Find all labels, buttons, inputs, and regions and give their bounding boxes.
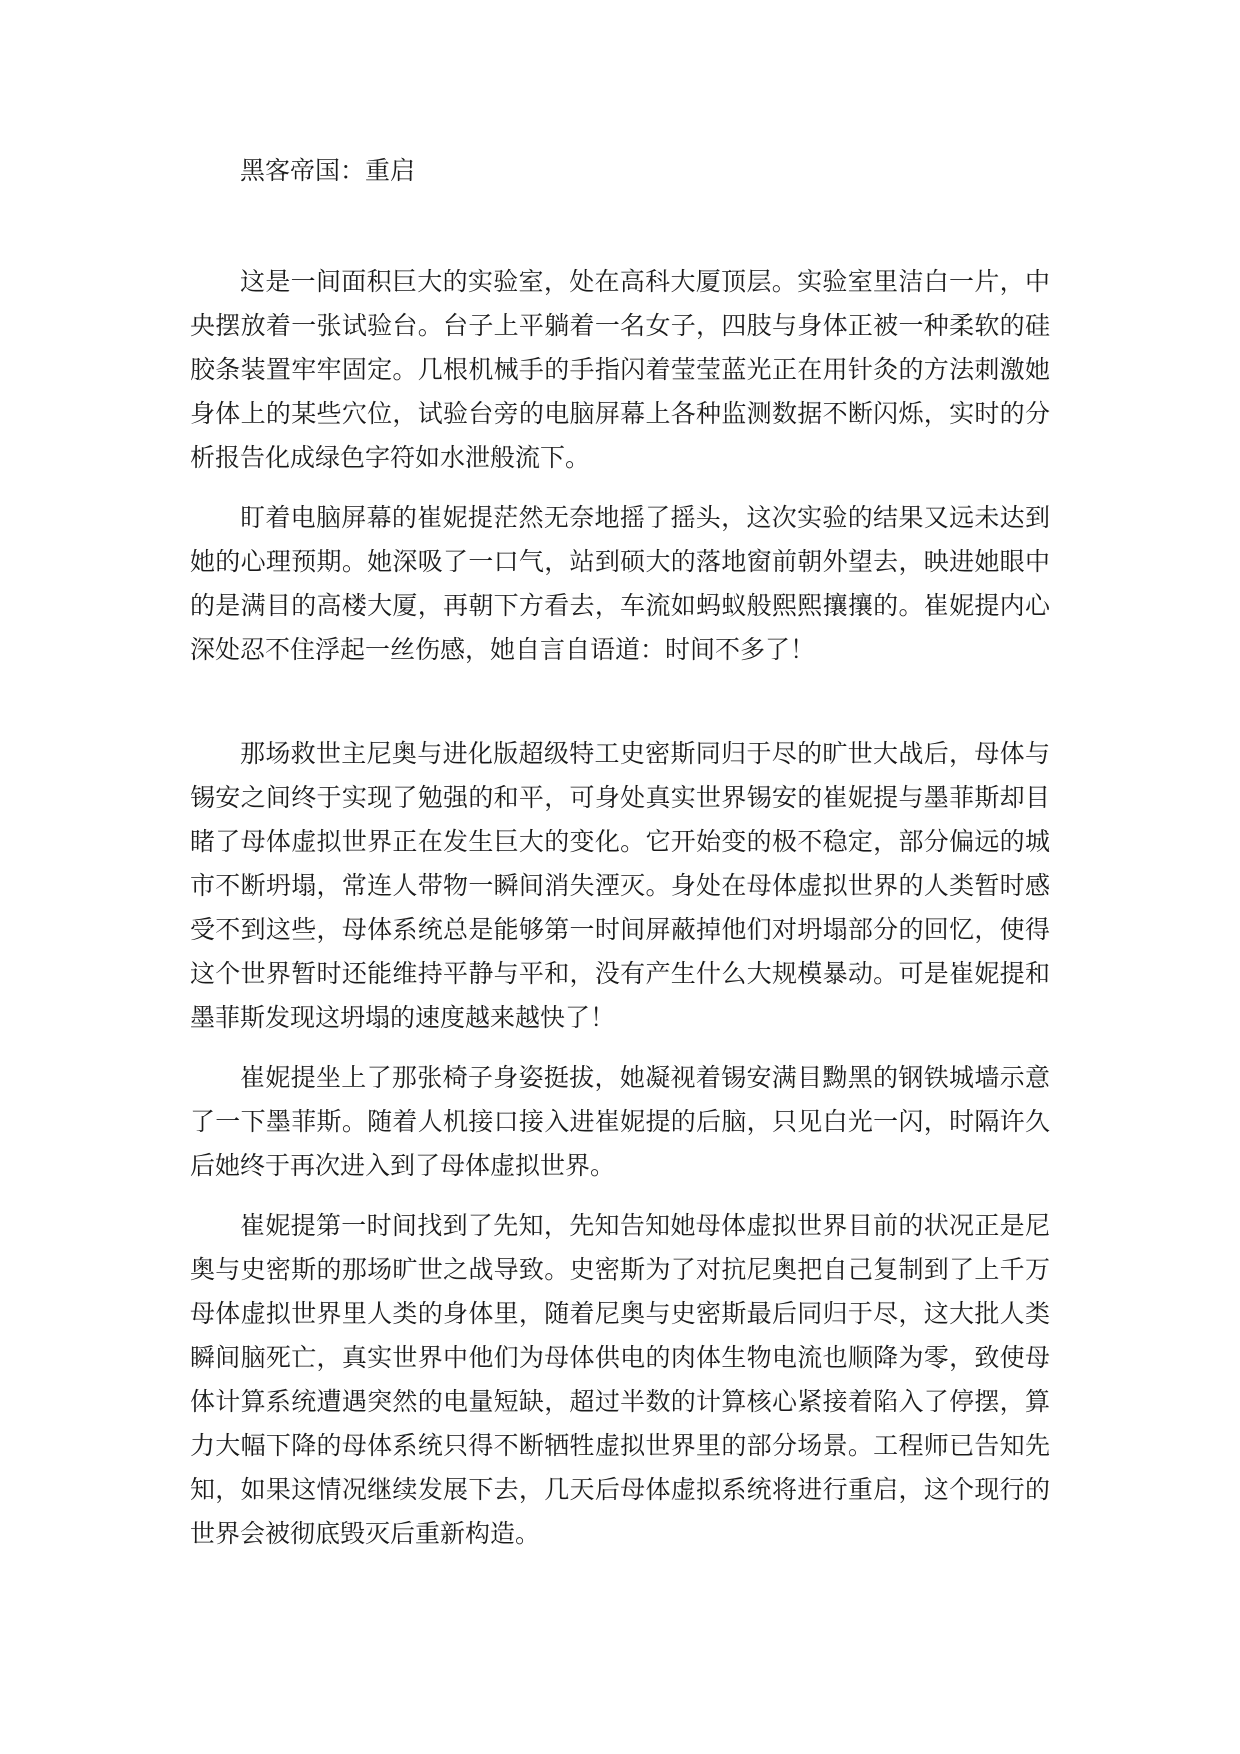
paragraph-5: 崔妮提第一时间找到了先知，先知告知她母体虚拟世界目前的状况正是尼奥与史密斯的那场旷世之战导致。史密斯为了对抗尼奥把自己复制到了上千万母体虚拟世界里人类的身体里，随着尼奥与史密斯最后同归于尽，这大批人类瞬间脑死亡，真实世界中他们为母体供电的肉体生物电流也顺降为零，致使母体计算系统遭遇突然的电量短缺，超过半数的计算核心紧接着陷入了停摆，算力大幅下降的母体系统只得不断牺牲虚拟世界里的部分场景。工程师已告知先知，如果这情况继续发展下去，几天后母体虚拟系统将进行重启，这个现行的世界会被彻底毁灭后重新构造。 [190,1211,1050,1548]
paragraph-2: 盯着电脑屏幕的崔妮提茫然无奈地摇了摇头，这次实验的结果又远未达到她的心理预期。她深吸了一口气，站到硕大的落地窗前朝外望去，映进她眼中的是满目的高楼大厦，再朝下方看去，车流如蚂蚁般熙熙攘攘的。崔妮提内心深处忍不住浮起一丝伤感，她自言自语道：时间不多了！ [190,503,1050,664]
paragraph-4: 崔妮提坐上了那张椅子身姿挺拔，她凝视着锡安满目黝黑的钢铁城墙示意了一下墨菲斯。随着人机接口接入进崔妮提的后脑，只见白光一闪，时隔许久后她终于再次进入到了母体虚拟世界。 [190,1063,1050,1180]
paragraph-3: 那场救世主尼奥与进化版超级特工史密斯同归于尽的旷世大战后，母体与锡安之间终于实现了勉强的和平，可身处真实世界锡安的崔妮提与墨菲斯却目睹了母体虚拟世界正在发生巨大的变化。它开始变的极不稳定，部分偏远的城市不断坍塌，常连人带物一瞬间消失湮灭。身处在母体虚拟世界的人类暂时感受不到这些，母体系统总是能够第一时间屏蔽掉他们对坍塌部分的回忆，使得这个世界暂时还能维持平静与平和，没有产生什么大规模暴动。可是崔妮提和墨菲斯发现这坍塌的速度越来越快了！ [190,739,1050,1032]
paragraph-1: 这是一间面积巨大的实验室，处在高科大厦顶层。实验室里洁白一片，中央摆放着一张试验台。台子上平躺着一名女子，四肢与身体正被一种柔软的硅胶条装置牢牢固定。几根机械手的手指闪着莹莹蓝光正在用针灸的方法刺激她身体上的某些穴位，试验台旁的电脑屏幕上各种监测数据不断闪烁，实时的分析报告化成绿色字符如水泄般流下。 [190,267,1050,472]
document-title: 黑客帝国：重启 [240,156,416,185]
